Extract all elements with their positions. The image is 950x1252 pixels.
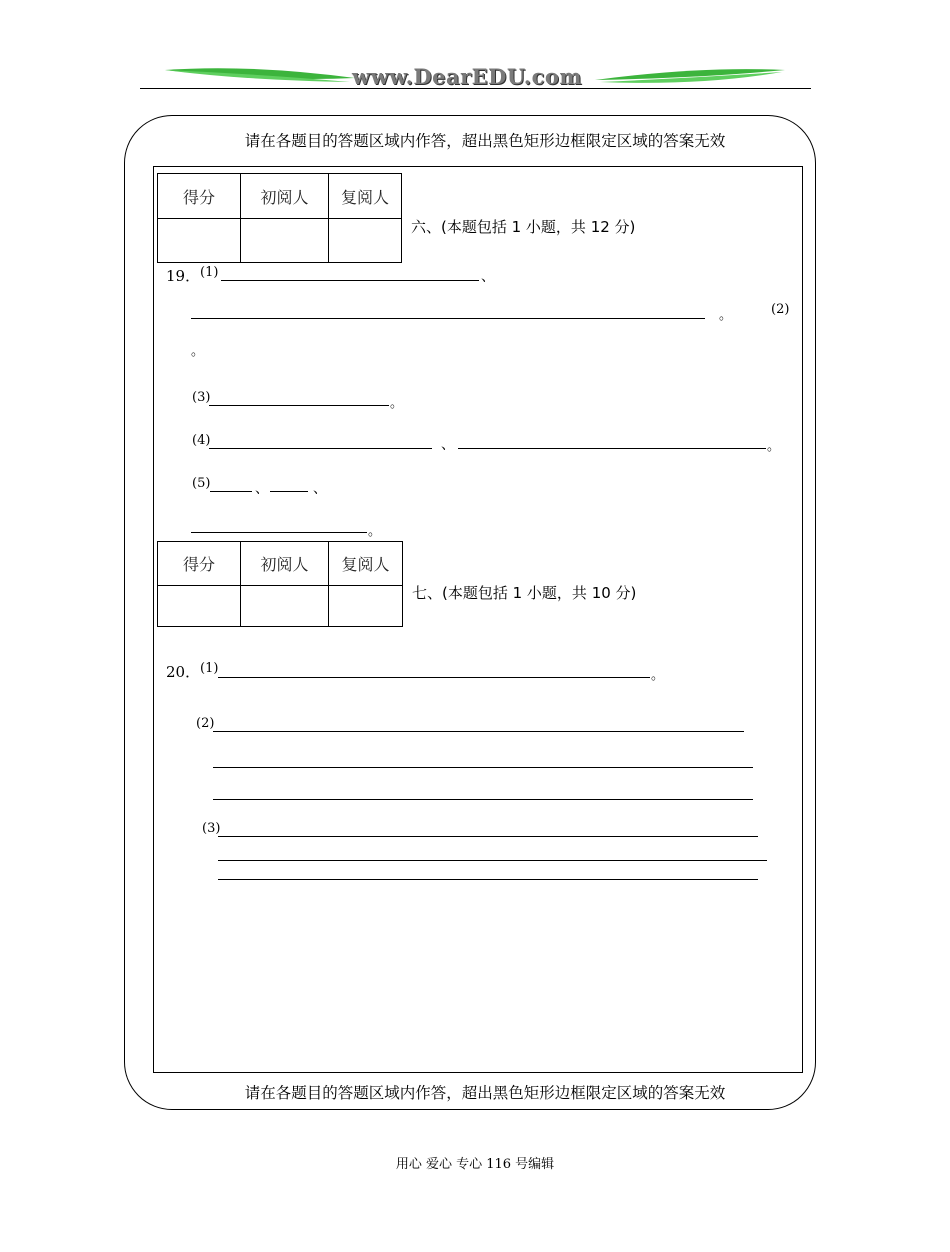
q20-part3-blank-c[interactable] bbox=[218, 879, 758, 880]
q19-period-e: 。 bbox=[368, 524, 382, 539]
q19-comma-c: 、 bbox=[255, 481, 269, 497]
second-reviewer-cell[interactable] bbox=[329, 219, 402, 263]
q19-part5-label: (5) bbox=[192, 476, 211, 491]
score-header: 得分 bbox=[158, 174, 241, 219]
first-reviewer-cell[interactable] bbox=[241, 586, 329, 627]
q19-part1-label: (1) bbox=[200, 265, 219, 280]
page-footer: 用心 爱心 专心 116 号编辑 bbox=[395, 1157, 555, 1172]
logo-text: www.DearEDU.com bbox=[352, 64, 583, 89]
q19-period-a: 。 bbox=[719, 308, 733, 323]
score-cell[interactable] bbox=[158, 586, 241, 627]
q19-period-c: 。 bbox=[390, 396, 404, 411]
q19-part1-blank-a[interactable] bbox=[221, 280, 479, 281]
q19-part4-blank-a[interactable] bbox=[209, 448, 432, 449]
q19-part5-blank-c[interactable] bbox=[191, 532, 367, 533]
q19-part5-blank-a[interactable] bbox=[210, 491, 252, 492]
q20-number: 20． bbox=[166, 663, 201, 681]
score-table-section7 bbox=[157, 541, 403, 627]
q19-part4-label: (4) bbox=[192, 433, 211, 448]
q20-part3-blank-b[interactable] bbox=[218, 860, 767, 861]
q19-period-b: 。 bbox=[191, 344, 205, 359]
q19-part5-blank-b[interactable] bbox=[270, 491, 308, 492]
q20-part1-label: (1) bbox=[200, 661, 219, 676]
q20-part3-label: (3) bbox=[202, 821, 221, 836]
header-logo bbox=[160, 60, 790, 96]
header-rule bbox=[140, 88, 811, 89]
q19-part3-blank[interactable] bbox=[209, 405, 389, 406]
section6-title: 六、(本题包括 1 小题，共 12 分) bbox=[411, 218, 636, 236]
q19-part1-blank-b[interactable] bbox=[191, 318, 705, 319]
q19-comma-d: 、 bbox=[313, 481, 327, 497]
section7-title: 七、(本题包括 1 小题，共 10 分) bbox=[412, 584, 637, 602]
q20-part1-blank[interactable] bbox=[218, 677, 650, 678]
notice-bottom: 请在各题目的答题区域内作答，超出黑色矩形边框限定区域的答案无效 bbox=[244, 1084, 726, 1102]
q19-comma-a: 、 bbox=[481, 269, 495, 285]
q19-comma-b: 、 bbox=[441, 437, 455, 453]
first-reviewer-header: 初阅人 bbox=[241, 174, 329, 219]
q19-part4-blank-b[interactable] bbox=[458, 448, 766, 449]
score-table-section6 bbox=[157, 173, 402, 263]
q20-part2-blank-a[interactable] bbox=[213, 731, 744, 732]
q20-part2-blank-c[interactable] bbox=[213, 799, 753, 800]
second-reviewer-header: 复阅人 bbox=[329, 542, 403, 586]
score-header: 得分 bbox=[158, 542, 241, 586]
notice-top: 请在各题目的答题区域内作答，超出黑色矩形边框限定区域的答案无效 bbox=[244, 132, 726, 150]
q19-part3-label: (3) bbox=[192, 390, 211, 405]
second-reviewer-header: 复阅人 bbox=[329, 174, 402, 219]
q19-part2-label: (2) bbox=[771, 302, 790, 317]
q19-period-d: 。 bbox=[767, 439, 781, 454]
q19-number: 19． bbox=[166, 267, 201, 285]
first-reviewer-header: 初阅人 bbox=[241, 542, 329, 586]
q20-part2-label: (2) bbox=[196, 716, 215, 731]
score-cell[interactable] bbox=[158, 219, 241, 263]
first-reviewer-cell[interactable] bbox=[241, 219, 329, 263]
second-reviewer-cell[interactable] bbox=[329, 586, 403, 627]
q20-part3-blank-a[interactable] bbox=[218, 836, 758, 837]
q20-period: 。 bbox=[651, 668, 665, 683]
q20-part2-blank-b[interactable] bbox=[213, 767, 753, 768]
